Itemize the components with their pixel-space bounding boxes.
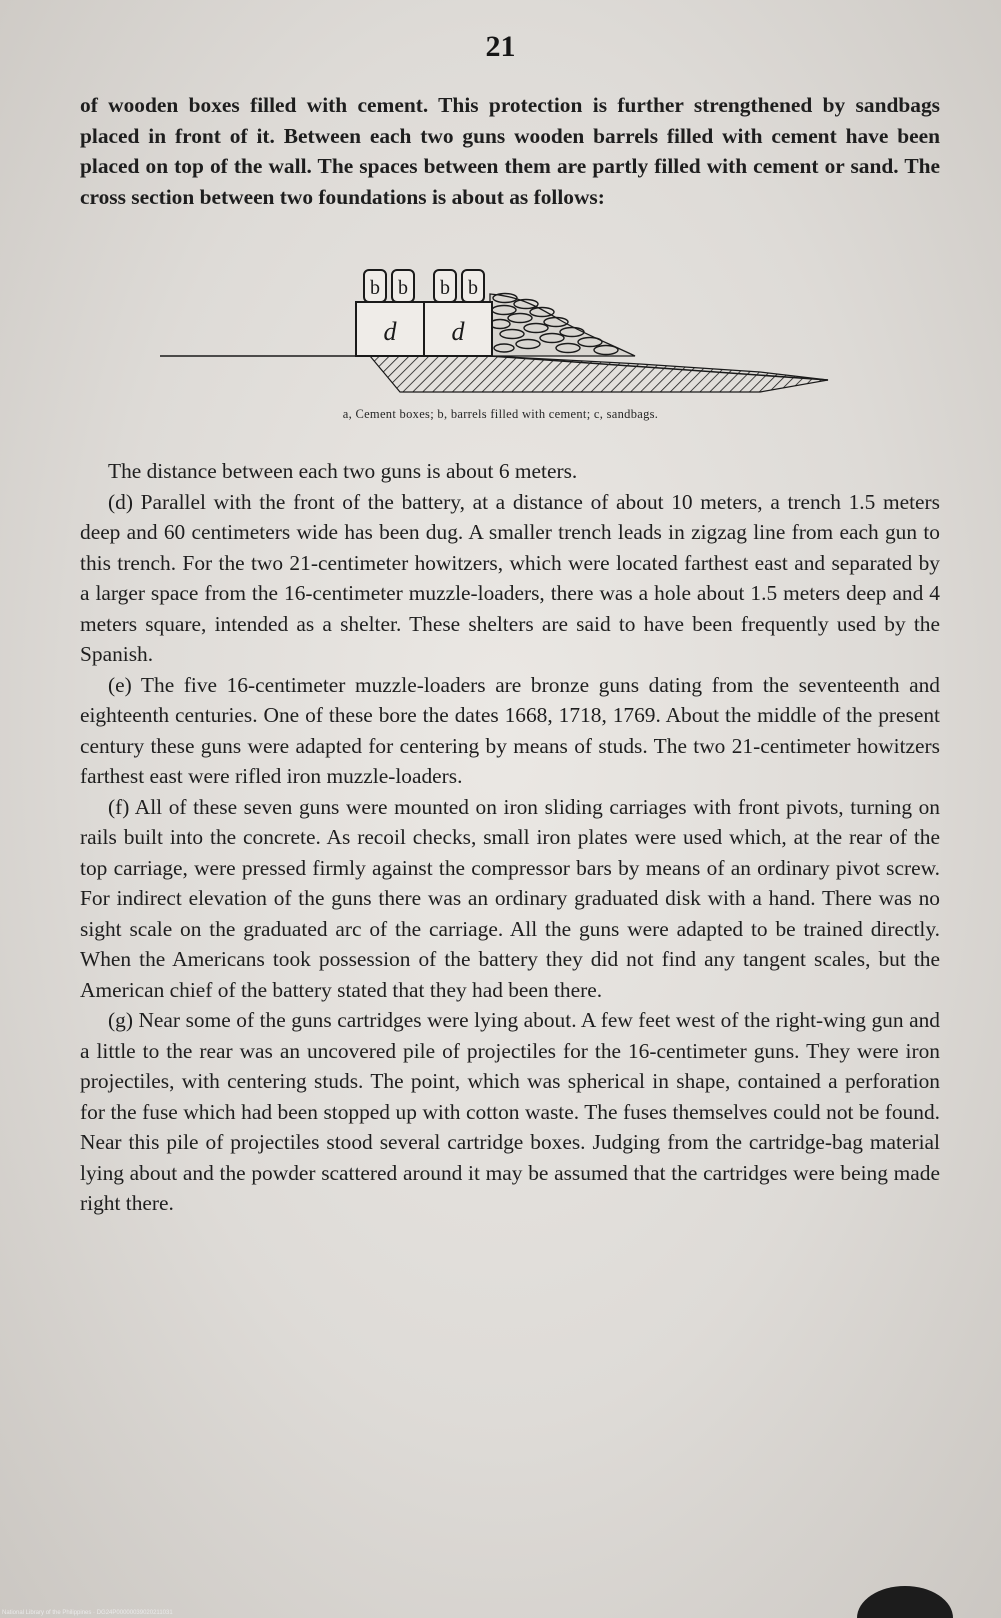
cross-section-figure xyxy=(160,268,860,428)
paragraph-f: (f) All of these seven guns were mounted on iron sliding carriages with front pivots, turning on rails built into the concrete. As recoil checks, small iron plates were used which, at the rear of the top carriage, were pressed firmly against the compressor bars by means of an ordinary pivot screw. For indirect elevation of the guns there was an ordinary graduated disk with a hand. There was no sight scale on the graduated arc of the carriage. All the guns were adapted to be trained directly. When the Americans took possession of the battery they did not find any tangent scales, but the American chief of the battery stated that they had been there. xyxy=(80,794,940,1002)
paragraph-d: (d) Parallel with the front of the battery, at a distance of about 10 meters, a trench 1.5 meters deep and 60 centimeters wide has been dug. A smaller trench leads in zigzag line from each gun to this trench. For the two 21-centimeter howitzers, which were located farthest east and separated by a larger space from the 16-centimeter muzzle-loaders, there was a hole about 1.5 meters deep and 4 meters square, intended as a shelter. These shelters are said to have been frequently used by the Spanish. xyxy=(80,489,940,666)
foundation-hatching xyxy=(370,356,828,392)
barrel-label: b xyxy=(398,277,408,299)
main-text-block xyxy=(80,456,940,1219)
cross-section-diagram xyxy=(160,268,860,418)
paragraph-g: (g) Near some of the guns cartridges were lying about. A few feet west of the right-wing gun and a little to the rear was an uncovered pile of projectiles for the 16-centimeter guns. They were iron projectiles, with centering studs. The point, which was spherical in shape, contained a perforation for the fuse which had been stopped up with cotton waste. The fuses themselves could not be found. Near this pile of projectiles stood several cartridge boxes. Judging from the cartridge-bag material lying about and the powder scattered around it may be assumed that the cartridges were being made right there. xyxy=(80,1008,940,1215)
barrel-label: b xyxy=(440,277,450,299)
box-label: d xyxy=(383,317,397,346)
page-number: 21 xyxy=(485,30,516,63)
barrel-label: b xyxy=(370,277,380,299)
box-label: d xyxy=(451,317,465,346)
top-paragraph: of wooden boxes filled with cement. This protection is further strengthened by sandbags placed in front of it. Between each two guns wooden barrels filled with cement have been placed on top of the wall. The spaces between them are partly filled with cement or sand. The cross section between two foundations is about as follows: xyxy=(80,93,940,209)
paragraph-distance: The distance between each two guns is about 6 meters. xyxy=(108,459,578,483)
figure-caption: a, Cement boxes; b, barrels filled with cement; c, sandbags. xyxy=(342,407,659,421)
top-paragraph-block xyxy=(80,90,940,212)
scan-footer: National Library of the Philippines · DG24P00000039020211031 xyxy=(2,1610,173,1616)
paragraph-e: (e) The five 16-centimeter muzzle-loaders are bronze guns dating from the seventeenth and eighteenth centuries. One of these bore the dates 1668, 1718, 1769. About the middle of the present century these guns were adapted for centering by means of studs. The two 21-centimeter howitzers farthest east were rifled iron muzzle-loaders. xyxy=(80,672,940,788)
scan-artifact xyxy=(857,1586,953,1618)
barrel-label: b xyxy=(468,277,478,299)
